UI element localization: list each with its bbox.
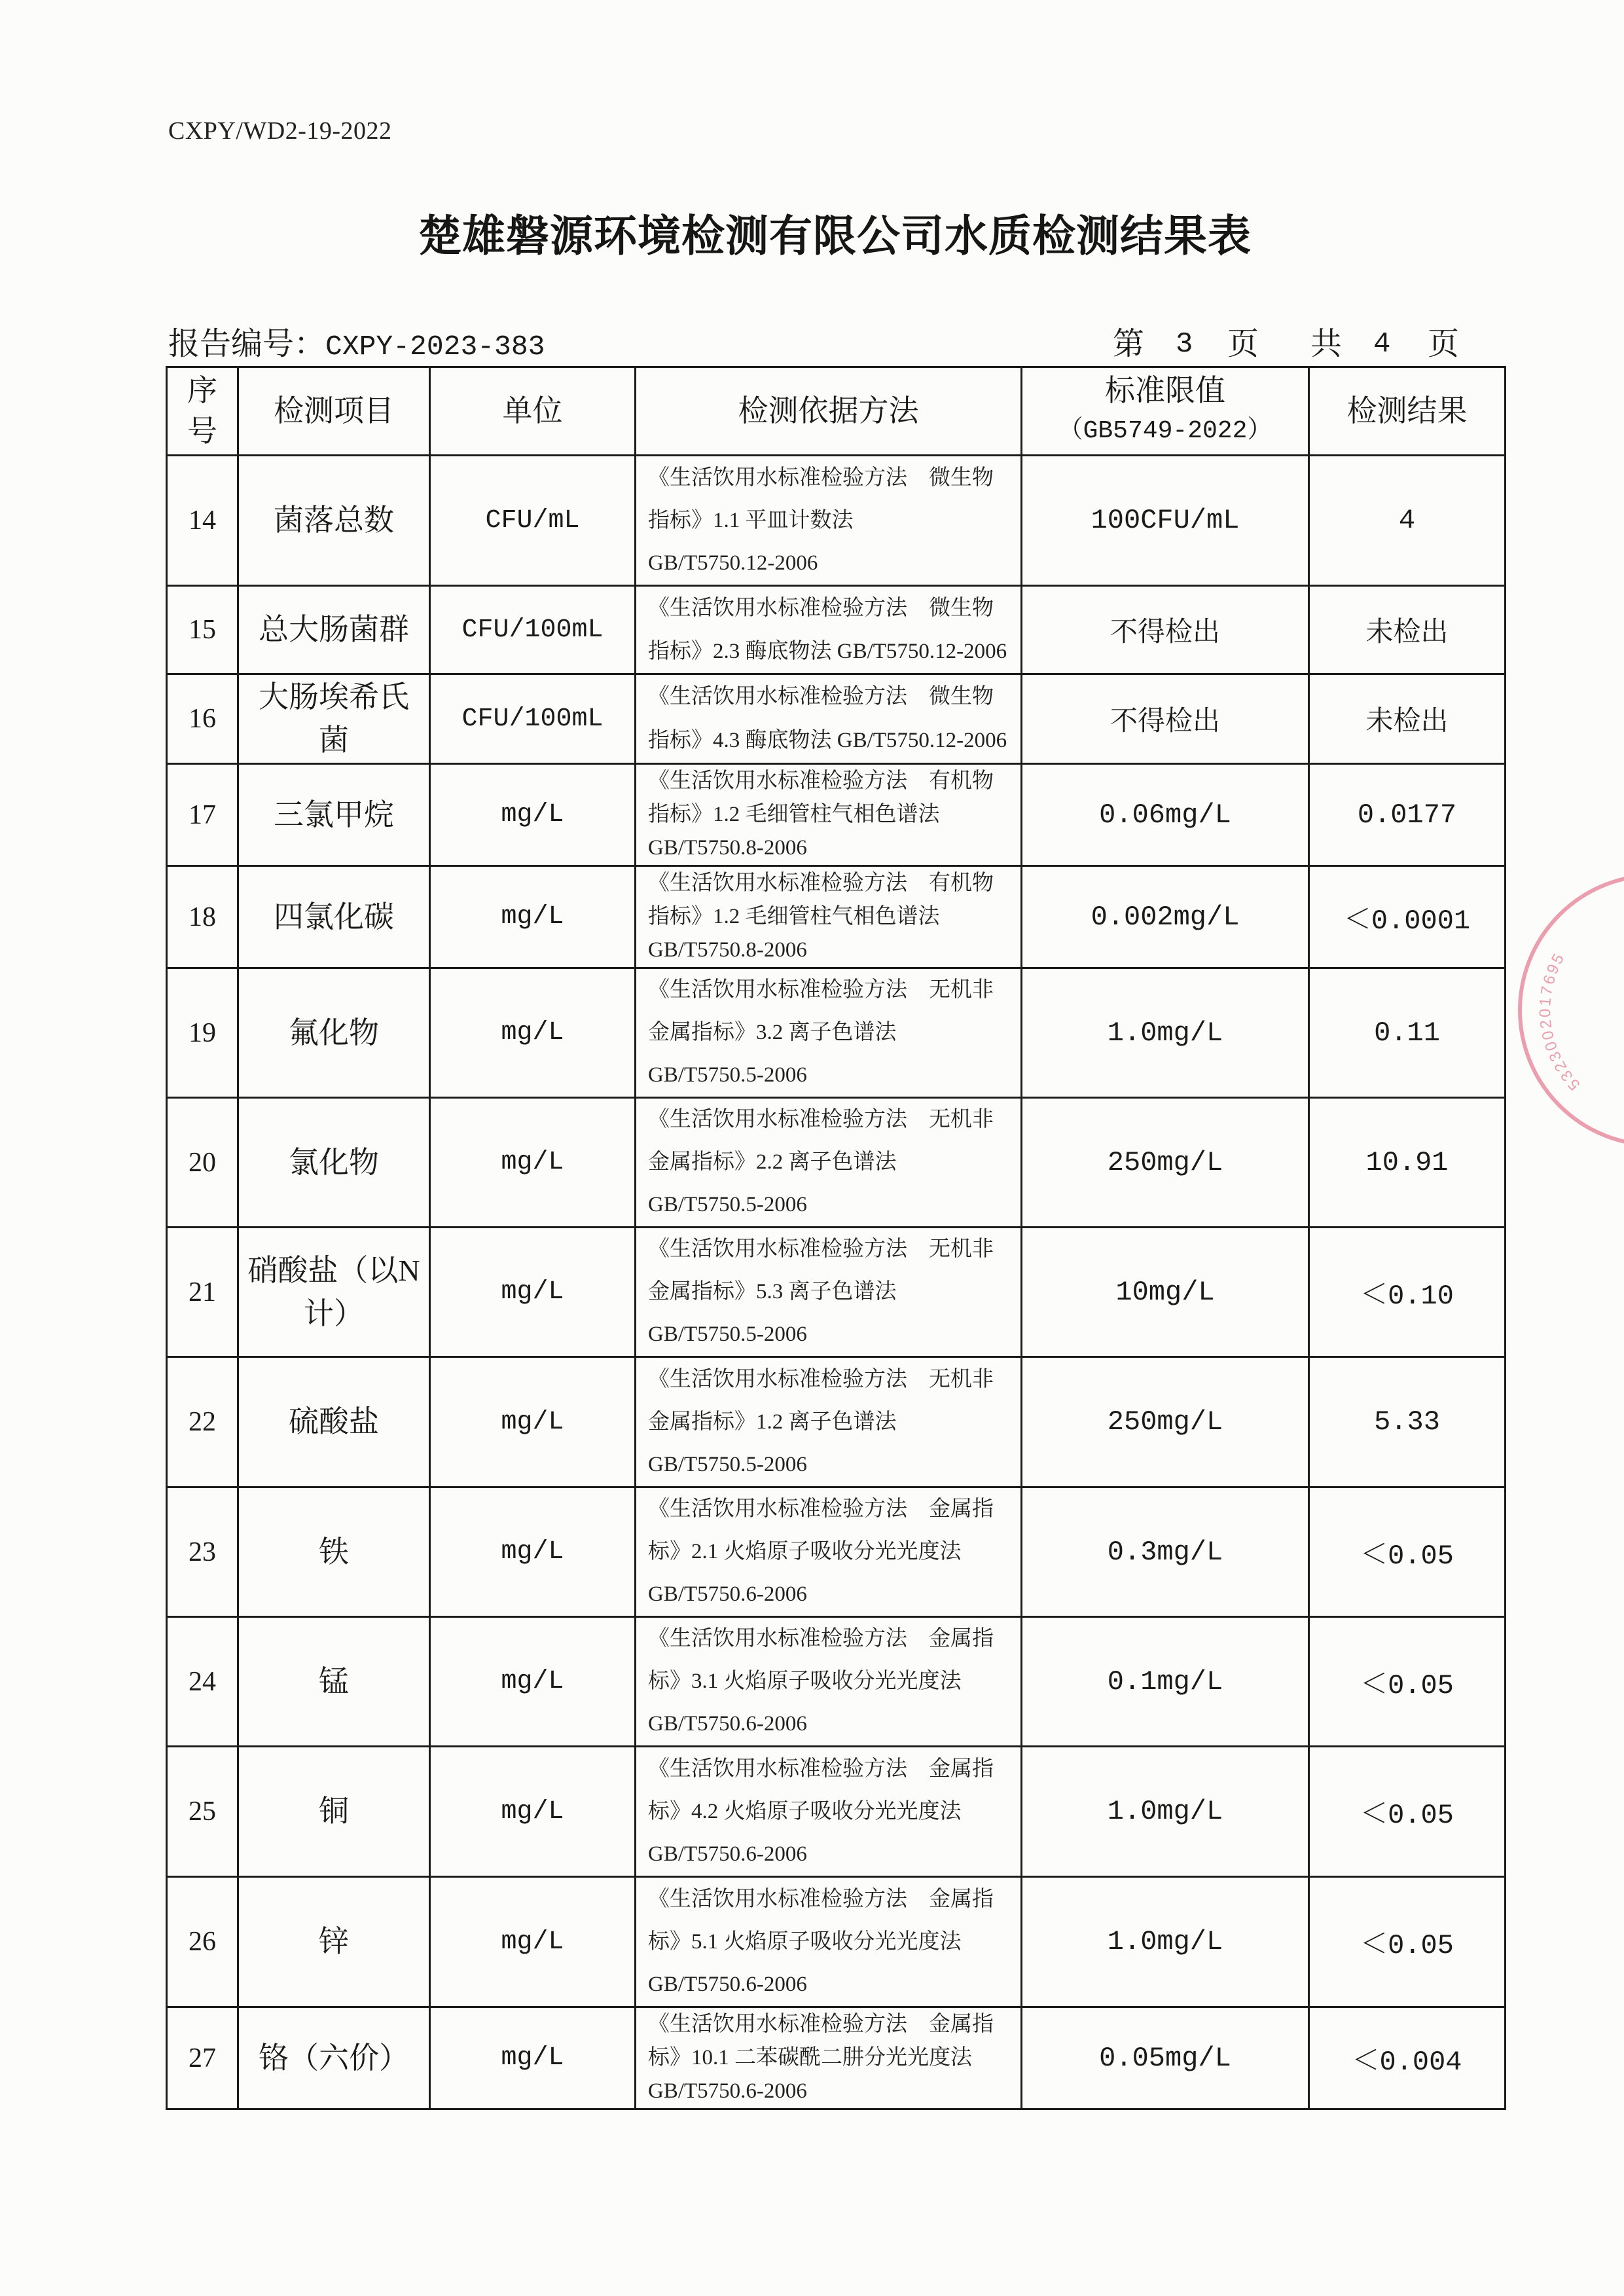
row-method — [636, 674, 1022, 764]
row-result: 5.33 — [1309, 1357, 1506, 1487]
header-seq — [167, 367, 238, 456]
row-method-line: 《生活饮用水标准检验方法 有机物 — [648, 769, 994, 793]
row-result: 未检出 — [1309, 674, 1506, 764]
row-limit: 0.05mg/L — [1022, 2007, 1309, 2109]
row-method-line: GB/T5750.6-2006 — [648, 1842, 807, 1866]
row-method-line: 金属指标》3.2 离子色谱法 — [648, 1021, 897, 1044]
row-limit: 0.3mg/L — [1022, 1487, 1309, 1617]
row-method-line: 《生活饮用水标准检验方法 微生物 — [648, 596, 994, 620]
row-unit: mg/L — [430, 968, 636, 1098]
table-row — [167, 1357, 1506, 1487]
row-seq: 24 — [167, 1617, 238, 1747]
row-method-line: GB/T5750.5-2006 — [648, 1322, 807, 1346]
row-item-line: 氟化物 — [289, 1015, 379, 1049]
row-result: 未检出 — [1309, 586, 1506, 674]
row-method-line: GB/T5750.6-2006 — [648, 1582, 807, 1606]
row-seq: 23 — [167, 1487, 238, 1617]
row-limit: 0.1mg/L — [1022, 1617, 1309, 1747]
row-method-line: GB/T5750.12-2006 — [648, 551, 818, 575]
row-limit: 1.0mg/L — [1022, 1747, 1309, 1877]
seal-ring — [1520, 875, 1624, 1145]
inspection-seal — [1506, 851, 1624, 1178]
header-seq-line: 号 — [187, 414, 217, 448]
page-prefix: 第 — [1113, 327, 1145, 361]
row-method — [636, 2007, 1022, 2109]
table-row — [167, 1747, 1506, 1877]
row-seq: 22 — [167, 1357, 238, 1487]
row-method — [636, 456, 1022, 586]
row-item-line: 总大肠菌群 — [259, 613, 409, 646]
row-method-line: 金属指标》2.2 离子色谱法 — [648, 1150, 897, 1174]
row-unit: mg/L — [430, 764, 636, 866]
row-method — [636, 1487, 1022, 1617]
row-unit: mg/L — [430, 1617, 636, 1747]
row-limit: 100CFU/mL — [1022, 456, 1309, 586]
row-unit: mg/L — [430, 866, 636, 968]
table-row — [167, 1098, 1506, 1228]
row-method — [636, 1228, 1022, 1357]
row-item-line: 铜 — [319, 1795, 349, 1828]
row-item — [238, 968, 430, 1098]
row-item-line: 铬（六价） — [259, 2041, 409, 2075]
row-method-line: 《生活饮用水标准检验方法 无机非 — [648, 1367, 994, 1391]
row-item-line: 菌落总数 — [274, 503, 394, 537]
table-row — [167, 1877, 1506, 2007]
header-unit: 单位 — [430, 367, 636, 456]
document-code: CXPY/WD2-19-2022 — [168, 117, 392, 145]
row-item-line: 硝酸盐（以N — [247, 1253, 420, 1287]
row-item — [238, 1357, 430, 1487]
row-method — [636, 1877, 1022, 2007]
row-result: 0.11 — [1309, 968, 1506, 1098]
row-result: 4 — [1309, 456, 1506, 586]
header-item: 检测项目 — [238, 367, 430, 456]
table-row — [167, 1617, 1506, 1747]
table-row — [167, 456, 1506, 586]
page-title: 楚雄磐源环境检测有限公司水质检测结果表 — [418, 213, 1252, 261]
row-method-line: 金属指标》5.3 离子色谱法 — [648, 1280, 897, 1303]
seal-number-text: 5323002017695 — [1536, 949, 1584, 1094]
row-method-line: 《生活饮用水标准检验方法 金属指 — [648, 2013, 994, 2036]
row-method-line: 《生活饮用水标准检验方法 无机非 — [648, 978, 994, 1002]
row-method-line: 指标》1.2 毛细管柱气相色谱法 — [648, 803, 940, 826]
row-method — [636, 968, 1022, 1098]
table-row — [167, 2007, 1506, 2109]
row-unit: mg/L — [430, 1098, 636, 1228]
row-unit: mg/L — [430, 1877, 636, 2007]
table-row — [167, 968, 1506, 1098]
row-item-line: 四氯化碳 — [274, 900, 394, 934]
row-result: ＜0.05 — [1309, 1617, 1506, 1747]
header-result: 检测结果 — [1309, 367, 1506, 456]
row-method — [636, 866, 1022, 968]
row-method-line: GB/T5750.8-2006 — [648, 938, 807, 962]
row-unit: mg/L — [430, 1747, 636, 1877]
row-method-line: 《生活饮用水标准检验方法 无机非 — [648, 1108, 994, 1131]
page-total: 4 — [1373, 328, 1391, 361]
table-row — [167, 674, 1506, 764]
row-item — [238, 456, 430, 586]
row-method-line: 标》3.1 火焰原子吸收分光光度法 — [648, 1669, 962, 1693]
row-seq: 21 — [167, 1228, 238, 1357]
row-item — [238, 1747, 430, 1877]
table-row — [167, 1487, 1506, 1617]
row-method-line: 《生活饮用水标准检验方法 金属指 — [648, 1757, 994, 1781]
row-method — [636, 1357, 1022, 1487]
row-seq: 17 — [167, 764, 238, 866]
row-result: ＜0.004 — [1309, 2007, 1506, 2109]
row-unit: mg/L — [430, 1228, 636, 1357]
row-method — [636, 586, 1022, 674]
row-limit: 1.0mg/L — [1022, 968, 1309, 1098]
row-item-line: 锌 — [319, 1925, 349, 1958]
row-method-line: 指标》1.1 平皿计数法 — [648, 508, 854, 532]
row-method — [636, 764, 1022, 866]
header-seq-line: 序 — [187, 374, 217, 407]
row-limit: 10mg/L — [1022, 1228, 1309, 1357]
page-total-suffix: 页 — [1428, 327, 1460, 361]
row-item — [238, 586, 430, 674]
row-method — [636, 1747, 1022, 1877]
row-limit: 250mg/L — [1022, 1098, 1309, 1228]
row-result: 10.91 — [1309, 1098, 1506, 1228]
row-item — [238, 1098, 430, 1228]
row-result: ＜0.05 — [1309, 1747, 1506, 1877]
report-number-value: CXPY-2023-383 — [325, 331, 545, 363]
row-item-line: 硫酸盐 — [289, 1405, 379, 1438]
row-method-line: GB/T5750.6-2006 — [648, 1712, 807, 1736]
row-method-line: GB/T5750.5-2006 — [648, 1193, 807, 1216]
row-limit: 0.06mg/L — [1022, 764, 1309, 866]
row-unit: CFU/100mL — [430, 674, 636, 764]
row-limit: 0.002mg/L — [1022, 866, 1309, 968]
report-number — [168, 325, 545, 364]
row-method-line: 指标》2.3 酶底物法 GB/T5750.12-2006 — [648, 640, 1007, 663]
row-method-line: GB/T5750.6-2006 — [648, 2079, 807, 2103]
row-seq: 18 — [167, 866, 238, 968]
row-method-line: 金属指标》1.2 离子色谱法 — [648, 1410, 897, 1434]
row-item-line: 菌 — [319, 723, 349, 757]
row-method-line: 标》10.1 二苯碳酰二肼分光光度法 — [648, 2046, 972, 2069]
row-seq: 16 — [167, 674, 238, 764]
header-method: 检测依据方法 — [636, 367, 1022, 456]
row-method — [636, 1617, 1022, 1747]
row-item-line: 计） — [304, 1296, 364, 1330]
page-current: 3 — [1176, 328, 1193, 361]
header-limit-standard: （GB5749-2022） — [1058, 417, 1272, 445]
row-method-line: 《生活饮用水标准检验方法 有机物 — [648, 871, 994, 895]
row-method-line: 《生活饮用水标准检验方法 微生物 — [648, 465, 994, 490]
table-row — [167, 1228, 1506, 1357]
row-unit: mg/L — [430, 1357, 636, 1487]
row-item — [238, 674, 430, 764]
page-suffix: 页 — [1227, 327, 1259, 361]
row-item-line: 锰 — [319, 1664, 349, 1698]
row-method-line: GB/T5750.6-2006 — [648, 1972, 807, 1996]
row-method-line: 《生活饮用水标准检验方法 无机非 — [648, 1237, 994, 1261]
row-item — [238, 1877, 430, 2007]
row-result: ＜0.05 — [1309, 1877, 1506, 2007]
row-unit: mg/L — [430, 2007, 636, 2109]
row-seq: 15 — [167, 586, 238, 674]
row-method-line: GB/T5750.8-2006 — [648, 836, 807, 860]
row-limit: 1.0mg/L — [1022, 1877, 1309, 2007]
row-item — [238, 2007, 430, 2109]
row-method-line: 《生活饮用水标准检验方法 金属指 — [648, 1887, 994, 1911]
row-item-line: 铁 — [319, 1535, 349, 1569]
row-seq: 27 — [167, 2007, 238, 2109]
row-result: ＜0.0001 — [1309, 866, 1506, 968]
table-header-row — [167, 367, 1506, 456]
row-result: 0.0177 — [1309, 764, 1506, 866]
row-item — [238, 1617, 430, 1747]
row-method-line: 《生活饮用水标准检验方法 微生物 — [648, 685, 994, 708]
row-method-line: 标》2.1 火焰原子吸收分光光度法 — [648, 1540, 962, 1563]
row-item — [238, 1228, 430, 1357]
row-method-line: GB/T5750.5-2006 — [648, 1452, 807, 1476]
report-number-label: 报告编号： — [168, 327, 326, 361]
row-method — [636, 1098, 1022, 1228]
row-item — [238, 764, 430, 866]
row-limit: 不得检出 — [1022, 674, 1309, 764]
seal-number — [1536, 949, 1583, 1093]
table-row — [167, 764, 1506, 866]
table-body — [167, 456, 1506, 2109]
row-method-line: 指标》4.3 酶底物法 GB/T5750.12-2006 — [648, 729, 1007, 752]
row-method-line: 《生活饮用水标准检验方法 金属指 — [648, 1627, 994, 1650]
row-method-line: GB/T5750.5-2006 — [648, 1063, 807, 1087]
row-seq: 26 — [167, 1877, 238, 2007]
row-unit: CFU/100mL — [430, 586, 636, 674]
row-seq: 14 — [167, 456, 238, 586]
table-row — [167, 866, 1506, 968]
table-row — [167, 586, 1506, 674]
row-limit: 不得检出 — [1022, 586, 1309, 674]
row-unit: CFU/mL — [430, 456, 636, 586]
row-item — [238, 1487, 430, 1617]
row-limit: 250mg/L — [1022, 1357, 1309, 1487]
row-seq: 20 — [167, 1098, 238, 1228]
header-limit — [1022, 367, 1309, 456]
row-item-line: 大肠埃希氏 — [259, 680, 409, 714]
row-result: ＜0.05 — [1309, 1487, 1506, 1617]
row-seq: 19 — [167, 968, 238, 1098]
row-method-line: 《生活饮用水标准检验方法 金属指 — [648, 1497, 994, 1521]
row-method-line: 标》4.2 火焰原子吸收分光光度法 — [648, 1799, 962, 1823]
row-item — [238, 866, 430, 968]
row-item-line: 氯化物 — [289, 1145, 379, 1179]
results-table — [166, 366, 1506, 2110]
row-unit: mg/L — [430, 1487, 636, 1617]
row-result: ＜0.10 — [1309, 1228, 1506, 1357]
header-limit-line: 标准限值 — [1105, 374, 1225, 407]
row-item-line: 三氯甲烷 — [274, 797, 394, 831]
table-head — [167, 367, 1506, 456]
row-method-line: 指标》1.2 毛细管柱气相色谱法 — [648, 905, 940, 928]
row-seq: 25 — [167, 1747, 238, 1877]
row-method-line: 标》5.1 火焰原子吸收分光光度法 — [648, 1929, 962, 1954]
page-total-prefix: 共 — [1310, 327, 1343, 361]
